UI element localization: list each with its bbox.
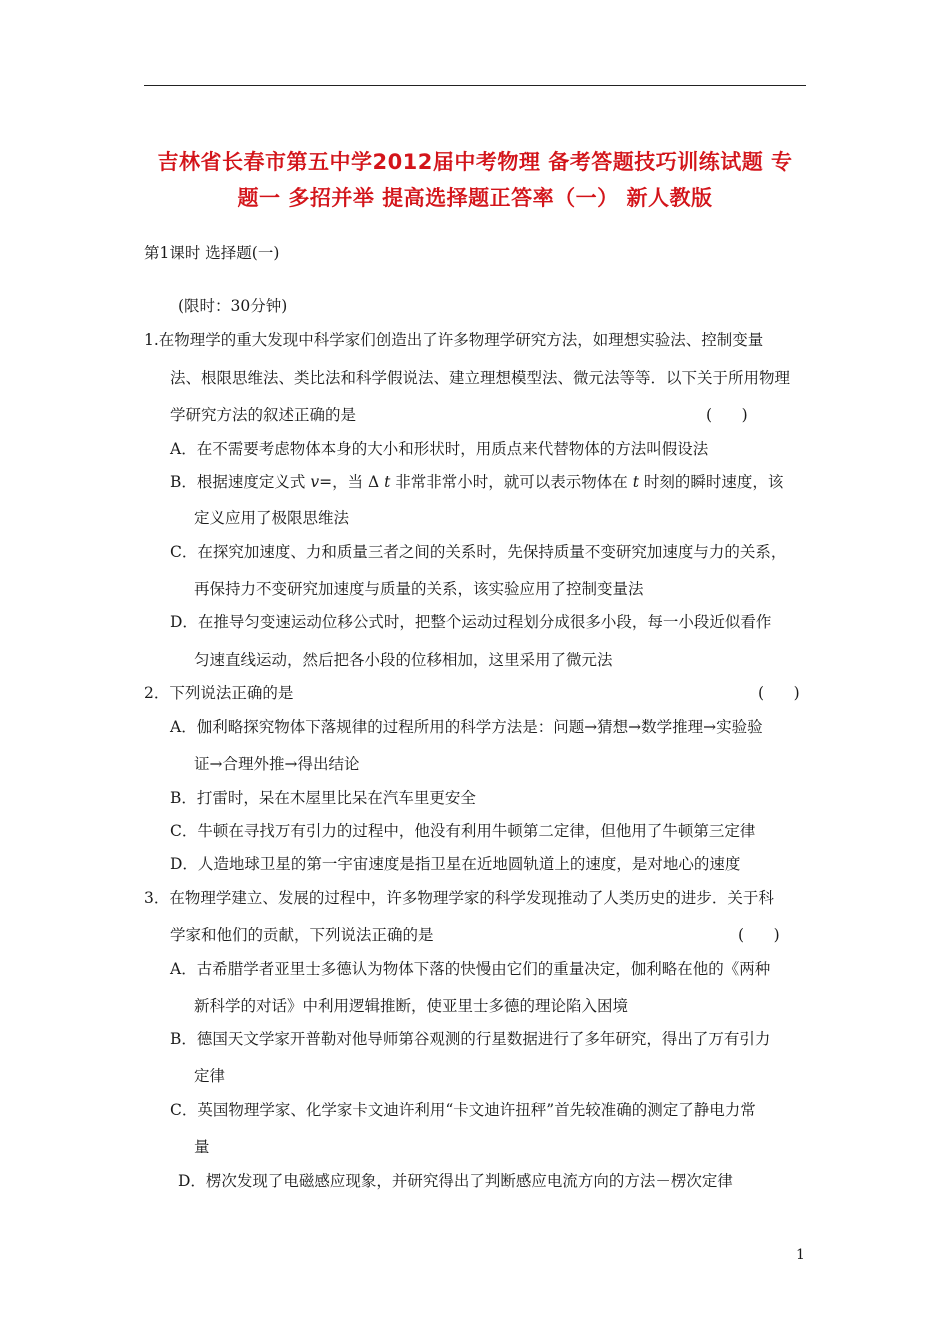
- question-2-option-a-line-2: 证→合理外推→得出结论: [194, 755, 360, 773]
- question-3-answer-blank: ( ): [738, 926, 780, 944]
- velocity-symbol: v: [310, 473, 320, 491]
- question-3-option-c-line-2: 量: [194, 1138, 210, 1156]
- question-3-option-a-line-2: 新科学的对话》中利用逻辑推断，使亚里士多德的理论陷入困境: [194, 997, 629, 1015]
- question-3-stem-line-1: 3．在物理学建立、发展的过程中，许多物理学家的科学发现推动了人类历史的进步．关于科: [144, 889, 774, 907]
- question-3-option-d: D．楞次发现了电磁感应现象，并研究得出了判断感应电流方向的方法－楞次定律: [178, 1172, 733, 1190]
- option-b-text: 非常非常小时，就可以表示物体在: [390, 473, 633, 491]
- question-3-option-b-line-2: 定律: [194, 1067, 226, 1085]
- question-2-option-c: C．牛顿在寻找万有引力的过程中，他没有利用牛顿第二定律，但他用了牛顿第三定律: [170, 822, 756, 840]
- document-title-line-2: 题一 多招并举 提高选择题正答率（一） 新人教版: [237, 186, 713, 210]
- question-2-answer-blank: ( ): [758, 684, 800, 702]
- question-3-option-c-line-1: C．英国物理学家、化学家卡文迪许利用“卡文迪许扭秤”首先较准确的测定了静电力常: [170, 1101, 756, 1119]
- question-1-option-b-line-2: 定义应用了极限思维法: [194, 509, 350, 527]
- question-2-option-d: D．人造地球卫星的第一宇宙速度是指卫星在近地圆轨道上的速度，是对地心的速度: [170, 855, 741, 873]
- question-3-stem-line-2: 学家和他们的贡献，下列说法正确的是: [170, 926, 434, 944]
- question-1-stem-line-3: 学研究方法的叙述正确的是: [170, 406, 357, 424]
- option-b-text: B．根据速度定义式: [170, 473, 311, 491]
- document-title-line-1: 吉林省长春市第五中学2012届中考物理 备考答题技巧训练试题 专: [157, 150, 793, 174]
- question-1-option-d-line-1: D．在推导匀变速运动位移公式时，把整个运动过程划分成很多小段，每一小段近似看作: [170, 613, 772, 631]
- question-1-option-d-line-2: 匀速直线运动，然后把各小段的位移相加，这里采用了微元法: [194, 651, 613, 669]
- question-1-answer-blank: ( ): [706, 406, 748, 424]
- section-heading: 第1课时 选择题(一): [144, 244, 280, 262]
- page-number: 1: [796, 1247, 805, 1263]
- question-2-option-a-line-1: A．伽利略探究物体下落规律的过程所用的科学方法是：问题→猜想→数学推理→实验验: [170, 718, 763, 736]
- question-1-stem-line-1: 1.在物理学的重大发现中科学家们创造出了许多物理学研究方法，如理想实验法、控制变量: [144, 331, 764, 349]
- time-symbol: t: [632, 473, 639, 491]
- question-2-option-b: B．打雷时，呆在木屋里比呆在汽车里更安全: [170, 789, 476, 807]
- option-b-text: 时刻的瞬时速度，该: [638, 473, 784, 491]
- question-3-option-b-line-1: B．德国天文学家开普勒对他导师第谷观测的行星数据进行了多年研究，得出了万有引力: [170, 1030, 771, 1048]
- question-3-option-a-line-1: A．古希腊学者亚里士多德认为物体下落的快慢由它们的重量决定，伽利略在他的《两种: [170, 960, 771, 978]
- time-symbol: t: [384, 473, 391, 491]
- question-1-option-b-line-1: [170, 472, 783, 492]
- option-b-text: =，当 Δ: [319, 473, 385, 491]
- question-2-stem: 2．下列说法正确的是: [144, 684, 294, 702]
- question-1-stem-line-2: 法、根限思维法、类比法和科学假说法、建立理想模型法、微元法等等．以下关于所用物理: [170, 369, 791, 387]
- question-1-option-a: A．在不需要考虑物体本身的大小和形状时，用质点来代替物体的方法叫假设法: [170, 440, 709, 458]
- question-1-option-c-line-1: C．在探究加速度、力和质量三者之间的关系时，先保持质量不变研究加速度与力的关系，: [170, 543, 787, 561]
- time-limit: (限时：30分钟): [178, 297, 288, 315]
- question-1-option-c-line-2: 再保持力不变研究加速度与质量的关系，该实验应用了控制变量法: [194, 580, 644, 598]
- header-rule: [144, 85, 806, 86]
